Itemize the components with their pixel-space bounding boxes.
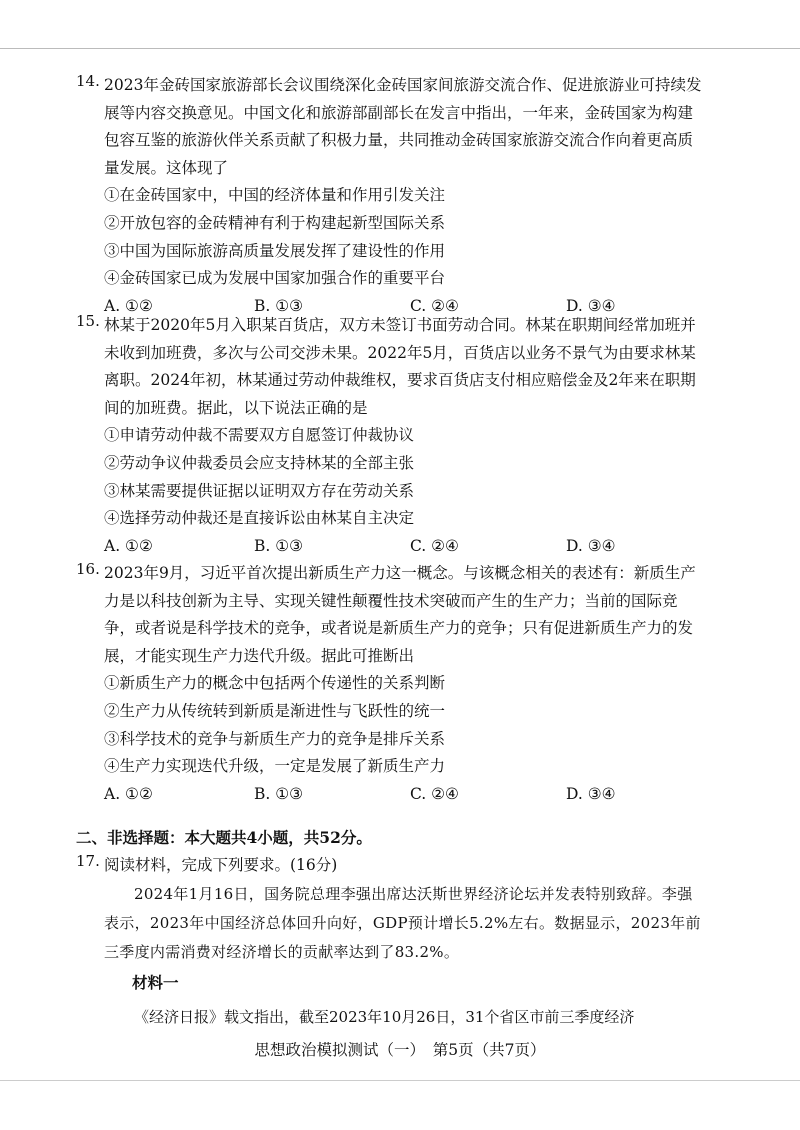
section-heading: 二、非选择题：本大题共4小题，共52分。 <box>76 828 372 847</box>
statement-option: ③中国为国际旅游高质量发展发挥了建设性的作用 <box>104 241 446 260</box>
statement-option: ③林某需要提供证据以证明双方存在劳动关系 <box>104 481 415 500</box>
answer-choices <box>104 533 704 561</box>
question-17 <box>76 852 704 1032</box>
question-prompt: 阅读材料，完成下列要求。(16分) <box>104 856 338 874</box>
page-footer: 思想政治模拟测试（一） 第5页（共7页） <box>254 1041 546 1059</box>
statement-option: ①申请劳动仲裁不需要双方自愿签订仲裁协议 <box>104 426 415 445</box>
material-label: 材料一 <box>132 972 179 992</box>
statement-option: ②生产力从传统转到新质是渐进性与飞跃性的统一 <box>104 701 446 720</box>
question-16 <box>76 560 704 809</box>
statement-option: ②开放包容的金砖精神有利于构建起新型国际关系 <box>104 213 446 232</box>
choice-b[interactable]: B. ①③ <box>254 784 304 803</box>
choice-a[interactable]: A. ①② <box>104 784 153 803</box>
choice-a[interactable]: A. ①② <box>104 296 153 315</box>
question-stem: 林某于2020年5月入职某百货店，双方未签订书面劳动合同。林某在职期间经常加班并未收到加班费，多次与公司交涉未果。2022年5月，百货店以业务不景气为由要求林某离职。2024年初，林某通过劳动仲裁维权，要求百货店支付相应赔偿金及2年来在职期间的加班费。据此，以下说法正确的是 <box>104 316 696 417</box>
choice-b[interactable]: B. ①③ <box>254 536 304 555</box>
question-15 <box>76 312 704 561</box>
statement-option: ②劳动争议仲裁委员会应支持林某的全部主张 <box>104 453 415 472</box>
question-number: 14. <box>76 72 100 90</box>
choice-c[interactable]: C. ②④ <box>410 784 459 803</box>
bottom-divider <box>0 1080 800 1081</box>
material-text: 2024年1月16日，国务院总理李强出席达沃斯世界经济论坛并发表特别致辞。李强表示，2023年中国经济总体回升向好，GDP预计增长5.2%左右。数据显示，2023年前三季度内需消费对经济增长的贡献率达到了83.2%。 <box>104 884 701 961</box>
statement-option: ①在金砖国家中，中国的经济体量和作用引发关注 <box>104 186 446 205</box>
statement-option: ④金砖国家已成为发展中国家加强合作的重要平台 <box>104 269 446 288</box>
choice-c[interactable]: C. ②④ <box>410 296 459 315</box>
question-number: 16. <box>76 560 100 578</box>
choice-d[interactable]: D. ③④ <box>566 296 616 315</box>
top-divider <box>0 48 800 49</box>
choice-c[interactable]: C. ②④ <box>410 536 459 555</box>
choice-d[interactable]: D. ③④ <box>566 784 616 803</box>
choice-d[interactable]: D. ③④ <box>566 536 616 555</box>
statement-option: ④生产力实现迭代升级，一定是发展了新质生产力 <box>104 757 446 776</box>
material-text-2: 《经济日报》载文指出，截至2023年10月26日，31个省区市前三季度经济 <box>134 1007 635 1026</box>
choice-a[interactable]: A. ①② <box>104 536 153 555</box>
statement-option: ④选择劳动仲裁还是直接诉讼由林某自主决定 <box>104 509 415 528</box>
statement-option: ③科学技术的竞争与新质生产力的竞争是排斥关系 <box>104 729 446 748</box>
statement-option: ①新质生产力的概念中包括两个传递性的关系判断 <box>104 674 446 693</box>
question-stem: 2023年金砖国家旅游部长会议围绕深化金砖国家间旅游交流合作、促进旅游业可持续发展等内容交换意见。中国文化和旅游部副部长在发言中指出，一年来，金砖国家为构建包容互鉴的旅游伙伴关系贡献了积极力量，共同推动金砖国家旅游交流合作向着更高质量发展。这体现了 <box>104 76 702 177</box>
question-stem: 2023年9月，习近平首次提出新质生产力这一概念。与该概念相关的表述有：新质生产力是以科技创新为主导、实现关键性颠覆性技术突破而产生的生产力；当前的国际竞争，或者说是科学技术的竞争，或者说是新质生产力的竞争；只有促进新质生产力的发展，才能实现生产力迭代升级。据此可推断出 <box>104 564 696 665</box>
answer-choices <box>104 781 704 809</box>
question-number: 17. <box>76 852 100 870</box>
question-number: 15. <box>76 312 100 330</box>
choice-b[interactable]: B. ①③ <box>254 296 304 315</box>
